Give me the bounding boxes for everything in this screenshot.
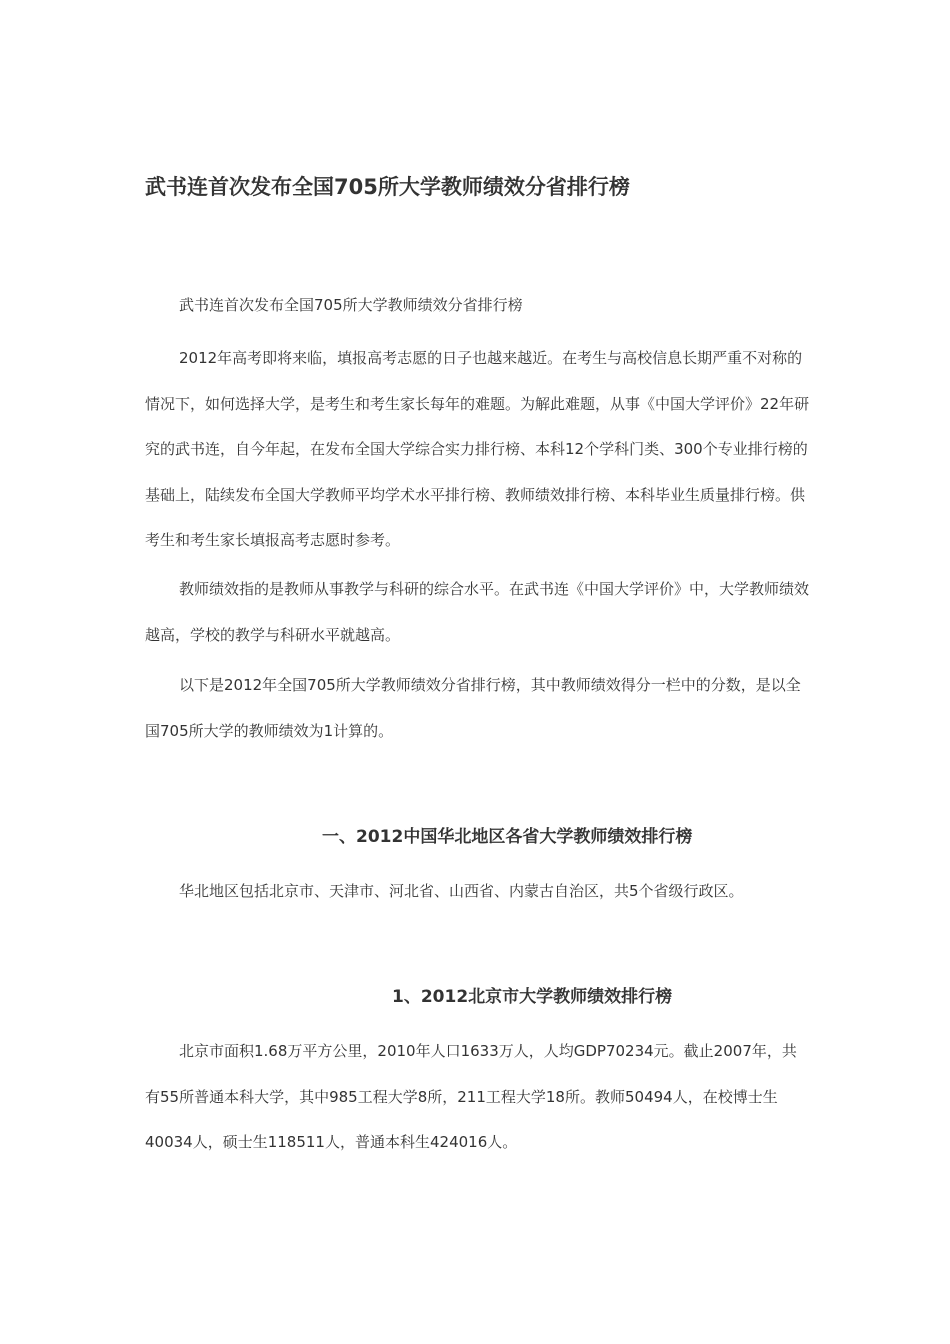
intro-title-paragraph: 武书连首次发布全国705所大学教师绩效分省排行榜 [179, 296, 523, 314]
beijing-stats-paragraph: 北京市面积1.68万平方公里，2010年人口1633万人，人均GDP70234元。截止2007年，共有55所普通本科大学，其中985工程大学8所，211工程大学18所。教师50494人，在校博士生40034人，硕士生118511人，普通本科生424016人。 [145, 1042, 797, 1151]
background-paragraph: 2012年高考即将来临，填报高考志愿的日子也越来越近。在考生与高校信息长期严重不对称的情况下，如何选择大学，是考生和考生家长每年的难题。为解此难题，从事《中国大学评价》22年研究的武书连，自今年起，在发布全国大学综合实力排行榜、本科12个学科门类、300个专业排行榜的基础上，陆续发布全国大学教师平均学术水平排行榜、教师绩效排行榜、本科毕业生质量排行榜。供考生和考生家长填报高考志愿时参考。 [145, 349, 810, 549]
subsection-heading-beijing: 1、2012北京市大学教师绩效排行榜 [392, 987, 673, 1007]
section-heading-north-china: 一、2012中国华北地区各省大学教师绩效排行榜 [322, 827, 693, 847]
north-china-intro-paragraph: 华北地区包括北京市、天津市、河北省、山西省、内蒙古自治区，共5个省级行政区。 [179, 882, 744, 900]
document-title: 武书连首次发布全国705所大学教师绩效分省排行榜 [145, 175, 630, 199]
explanation-paragraph: 以下是2012年全国705所大学教师绩效分省排行榜，其中教师绩效得分一栏中的分数，是以全国705所大学的教师绩效为1计算的。 [145, 676, 801, 740]
definition-paragraph: 教师绩效指的是教师从事教学与科研的综合水平。在武书连《中国大学评价》中，大学教师绩效越高，学校的教学与科研水平就越高。 [145, 580, 810, 644]
